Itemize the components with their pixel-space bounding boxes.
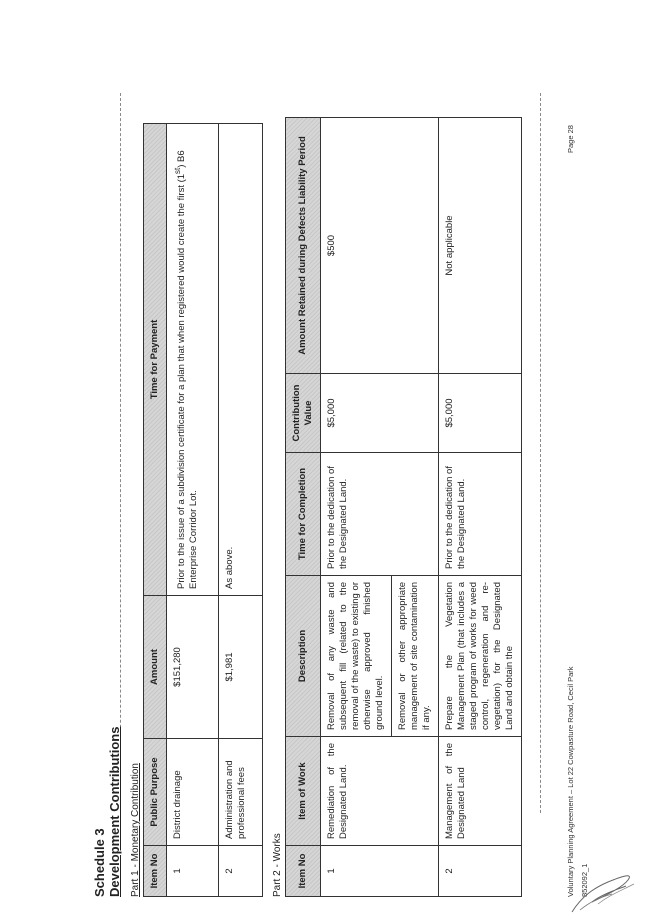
schedule-heading: Development Contributions xyxy=(107,726,122,897)
part2-contribution-value: $5,000 xyxy=(321,374,439,453)
part2-time-for-completion: Prior to the dedication of the Designated Land. xyxy=(321,453,439,576)
part2-amount-retained: $500 xyxy=(321,118,439,374)
part2-header-retained: Amount Retained during Defects Liability Period xyxy=(286,118,321,374)
part1-purpose: Administration and professional fees xyxy=(219,739,263,846)
table-row xyxy=(321,118,392,897)
part2-header-time: Time for Completion xyxy=(286,453,321,576)
part2-label: Part 2 - Works xyxy=(272,833,283,897)
part2-item-of-work: Management of the Designated Land xyxy=(439,737,522,846)
part1-time-for-payment: As above. xyxy=(219,124,263,596)
part1-time-for-payment: Prior to the issue of a subdivision certificate for a plan that when registered would create the first (1st) B6 Enterprise Corridor Lot. xyxy=(167,124,219,596)
part2-header-row xyxy=(286,118,321,897)
monetary-contribution-table xyxy=(143,123,263,897)
part1-label: Part 1 - Monetary Contribution xyxy=(130,763,141,897)
part2-description-b: Removal or other appropriate management of site contamination if any. xyxy=(392,576,439,737)
schedule-label: Schedule 3 xyxy=(92,828,107,897)
bottom-dashed-rule xyxy=(540,93,541,813)
part2-description: Prepare the Vegetation Management Plan (that includes a staged program of works for weed control, regeneration and re-vegetation) for the Designated Land and obtain the xyxy=(439,576,522,737)
works-table xyxy=(285,117,522,897)
part2-item-no: 2 xyxy=(439,846,522,897)
part2-item-of-work: Remediation of the Designated Land. xyxy=(321,737,439,846)
part1-header-row xyxy=(144,124,167,897)
part2-header-value: Contribution Value xyxy=(286,374,321,453)
part1-item-no: 1 xyxy=(167,846,219,897)
table-row xyxy=(167,124,219,897)
part2-amount-retained: Not applicable xyxy=(439,118,522,374)
part1-amount: $1,981 xyxy=(219,596,263,739)
signature-icon xyxy=(568,863,640,916)
part1-header-time: Time for Payment xyxy=(144,124,167,596)
schedule-title xyxy=(92,727,122,897)
part1-header-amount: Amount xyxy=(144,596,167,739)
table-row xyxy=(219,124,263,897)
part2-description-a: Removal of any waste and subsequent fill (related to the removal of the waste) to existing or otherwise approved finished ground level. xyxy=(321,576,392,737)
footer-agreement-title: Voluntary Planning Agreement – Lot 22 Cowpasture Road, Cecil Park xyxy=(566,666,575,897)
part2-header-item-of-work: Item of Work xyxy=(286,737,321,846)
part1-item-no: 2 xyxy=(219,846,263,897)
footer-reference: 852092_1 xyxy=(580,863,589,897)
top-dashed-rule xyxy=(120,93,121,813)
table-row xyxy=(439,118,522,897)
part1-header-purpose: Public Purpose xyxy=(144,739,167,846)
part2-header-item-no: Item No xyxy=(286,846,321,897)
part1-purpose: District drainage xyxy=(167,739,219,846)
part2-time-for-completion: Prior to the dedication of the Designated Land. xyxy=(439,453,522,576)
part1-amount: $151,280 xyxy=(167,596,219,739)
part2-header-description: Description xyxy=(286,576,321,737)
footer-page-number: Page 28 xyxy=(566,125,575,153)
part1-header-item-no: Item No xyxy=(144,846,167,897)
part2-contribution-value: $5,000 xyxy=(439,374,522,453)
part2-item-no: 1 xyxy=(321,846,439,897)
